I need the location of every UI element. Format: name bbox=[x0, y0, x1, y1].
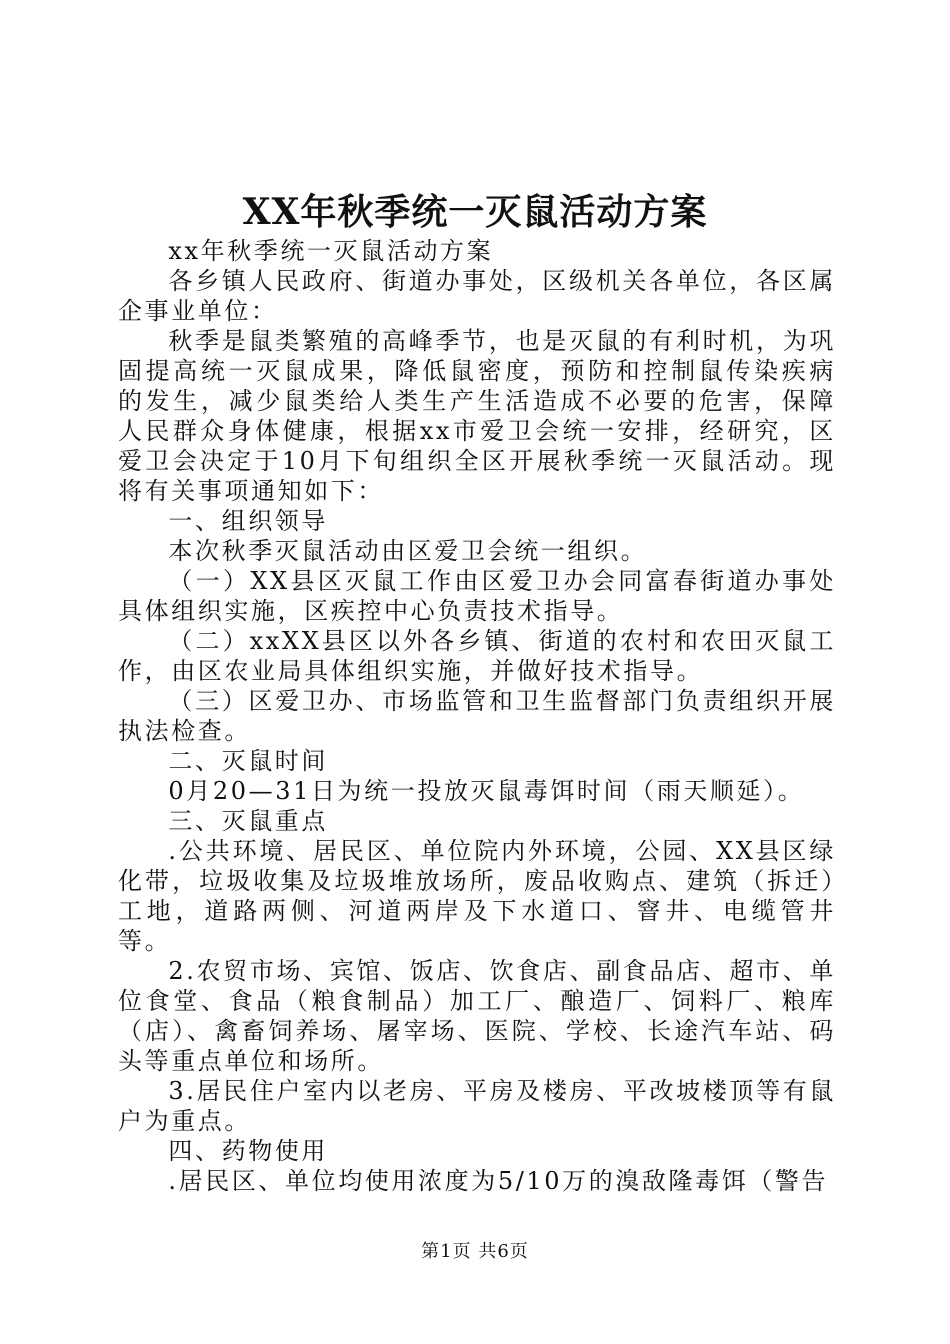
section-heading: 二、灭鼠时间 bbox=[168, 747, 328, 775]
paragraph: （二）xxXX县区以外各乡镇、街道的农村和农田灭鼠工作，由区农业局具体组织实施，并做好技术指导。 bbox=[118, 627, 836, 685]
paragraph: 2.农贸市场、宾馆、饭店、饮食店、副食品店、超市、单位食堂、食品（粮食制品）加工厂、酿造厂、饲料厂、粮库（店）、禽畜饲养场、屠宰场、医院、学校、长途汽车站、码头等重点单位和场所。 bbox=[118, 957, 836, 1075]
paragraph: 各乡镇人民政府、街道办事处，区级机关各单位，各区属企事业单位： bbox=[118, 267, 836, 325]
paragraph: .公共环境、居民区、单位院内外环境，公园、XX县区绿化带，垃圾收集及垃圾堆放场所，废品收购点、建筑（拆迁）工地，道路两侧、河道两岸及下水道口、窨井、电缆管井等。 bbox=[118, 837, 836, 955]
paragraph: 本次秋季灭鼠活动由区爱卫会统一组织。 bbox=[168, 537, 648, 565]
paragraph: 3.居民住户室内以老房、平房及楼房、平改坡楼顶等有鼠户为重点。 bbox=[118, 1077, 836, 1135]
paragraph: .居民区、单位均使用浓度为5/10万的溴敌隆毒饵（警告 bbox=[168, 1167, 829, 1195]
paragraph: （一）XX县区灭鼠工作由区爱卫办会同富春街道办事处具体组织实施，区疾控中心负责技术指导。 bbox=[118, 567, 836, 625]
paragraph: （三）区爱卫办、市场监管和卫生监督部门负责组织开展执法检查。 bbox=[118, 687, 836, 745]
document-title: XX年秋季统一灭鼠活动方案 bbox=[242, 191, 708, 233]
section-heading: 四、药物使用 bbox=[168, 1137, 328, 1165]
page-footer: 第1页 共6页 bbox=[421, 1241, 529, 1262]
section-heading: 三、灭鼠重点 bbox=[168, 807, 328, 835]
paragraph: 0月20—31日为统一投放灭鼠毒饵时间（雨天顺延）。 bbox=[168, 777, 805, 805]
paragraph: 秋季是鼠类繁殖的高峰季节，也是灭鼠的有利时机，为巩固提高统一灭鼠成果，降低鼠密度，预防和控制鼠传染疾病的发生，减少鼠类给人类生产生活造成不必要的危害，保障人民群众身体健康，根据xx市爱卫会统一安排，经研究，区爱卫会决定于10月下旬组织全区开展秋季统一灭鼠活动。现将有关事项通知如下： bbox=[118, 327, 836, 505]
document-body bbox=[118, 236, 836, 1196]
section-heading: 一、组织领导 bbox=[168, 507, 328, 535]
paragraph: xx年秋季统一灭鼠活动方案 bbox=[168, 237, 494, 265]
